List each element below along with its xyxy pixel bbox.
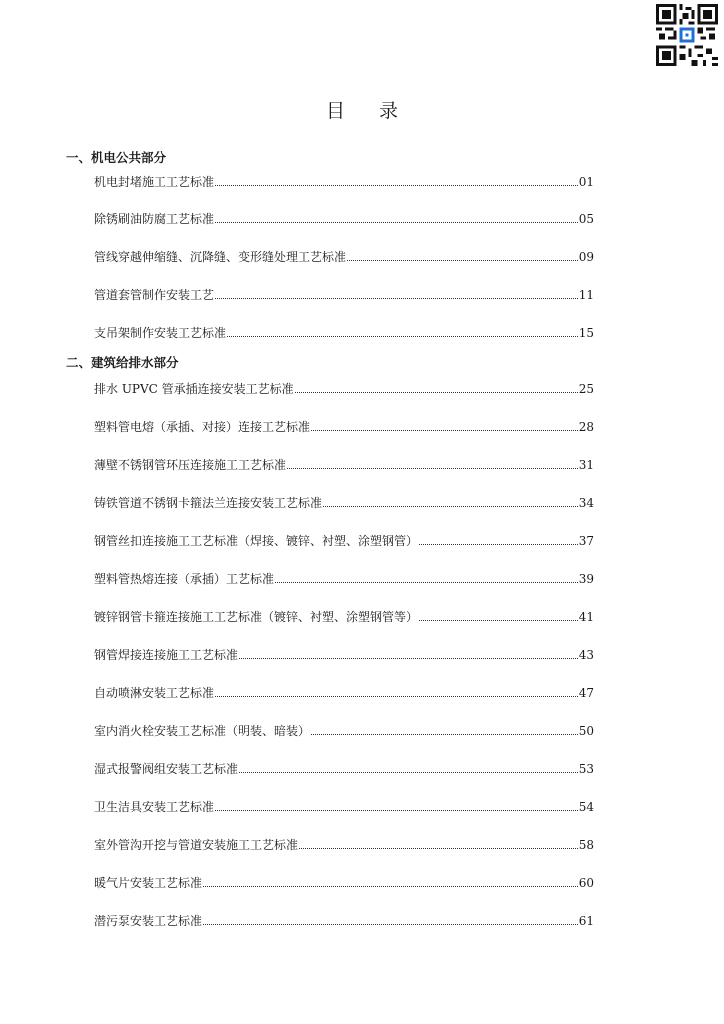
- dot-leader: [203, 886, 578, 887]
- toc-page-number: 61: [578, 914, 594, 928]
- toc-entry[interactable]: [94, 761, 594, 777]
- dot-leader: [203, 924, 578, 925]
- dot-leader: [311, 430, 578, 431]
- toc-entry[interactable]: [94, 647, 594, 663]
- toc-entry-title: 卫生洁具安装工艺标准: [94, 800, 215, 814]
- dot-leader: [323, 506, 578, 507]
- toc-entry[interactable]: [94, 723, 594, 739]
- toc-entry-title: 除锈刷油防腐工艺标准: [94, 212, 215, 226]
- dot-leader: [295, 392, 578, 393]
- dot-leader: [215, 222, 578, 223]
- dot-leader: [311, 734, 578, 735]
- toc-page-number: 54: [578, 800, 594, 814]
- toc-entry[interactable]: [94, 457, 594, 473]
- toc-entry[interactable]: [94, 913, 594, 929]
- toc-entry[interactable]: [94, 609, 594, 625]
- toc-entry[interactable]: [94, 287, 594, 303]
- toc-entry-title: 管线穿越伸缩缝、沉降缝、变形缝处理工艺标准: [94, 250, 347, 264]
- toc-page-number: 01: [578, 175, 594, 189]
- dot-leader: [215, 185, 578, 186]
- qr-code-icon: [656, 4, 718, 66]
- toc-entry[interactable]: [94, 249, 594, 265]
- dot-leader: [275, 582, 578, 583]
- section-heading: 一、机电公共部分: [66, 150, 167, 165]
- toc-page-number: 50: [578, 724, 594, 738]
- toc-entry[interactable]: [94, 325, 594, 341]
- toc-page-number: 39: [578, 572, 594, 586]
- toc-page-number: 43: [578, 648, 594, 662]
- toc-page-number: 05: [578, 212, 594, 226]
- section-heading: 二、建筑给排水部分: [66, 355, 179, 370]
- toc-entry-title: 塑料管热熔连接（承插）工艺标准: [94, 572, 275, 586]
- toc-entry[interactable]: [94, 571, 594, 587]
- dot-leader: [239, 658, 578, 659]
- dot-leader: [419, 544, 578, 545]
- toc-entry-title: 自动喷淋安装工艺标准: [94, 686, 215, 700]
- toc-entry-title: 管道套管制作安装工艺: [94, 288, 215, 302]
- toc-entry[interactable]: [94, 837, 594, 853]
- page-title: 目 录: [325, 100, 413, 122]
- toc-page-number: 25: [578, 382, 594, 396]
- dot-leader: [287, 468, 578, 469]
- toc-entry[interactable]: [94, 174, 594, 190]
- toc-page-number: 37: [578, 534, 594, 548]
- toc-page-number: 09: [578, 250, 594, 264]
- toc-entry[interactable]: [94, 799, 594, 815]
- toc-entry[interactable]: [94, 685, 594, 701]
- toc-entry-title: 潜污泵安装工艺标准: [94, 914, 203, 928]
- toc-page-number: 15: [578, 326, 594, 340]
- dot-leader: [299, 848, 578, 849]
- dot-leader: [227, 336, 578, 337]
- toc-entry-title: 机电封堵施工工艺标准: [94, 175, 215, 189]
- toc-entry[interactable]: [94, 211, 594, 227]
- toc-entry-title: 钢管焊接连接施工工艺标准: [94, 648, 239, 662]
- toc-entry[interactable]: [94, 419, 594, 435]
- dot-leader: [419, 620, 578, 621]
- toc-entry[interactable]: [94, 533, 594, 549]
- dot-leader: [215, 696, 578, 697]
- toc-entry-title: 镀锌钢管卡箍连接施工工艺标准（镀锌、衬塑、涂塑钢管等）: [94, 610, 419, 624]
- toc-entry-title: 湿式报警阀组安装工艺标准: [94, 762, 239, 776]
- dot-leader: [215, 298, 578, 299]
- toc-page-number: 31: [578, 458, 594, 472]
- toc-entry-title: 暖气片安装工艺标准: [94, 876, 203, 890]
- toc-page-number: 53: [578, 762, 594, 776]
- dot-leader: [215, 810, 578, 811]
- toc-page-number: 58: [578, 838, 594, 852]
- toc-page-number: 47: [578, 686, 594, 700]
- toc-entry-title: 塑料管电熔（承插、对接）连接工艺标准: [94, 420, 311, 434]
- toc-page-number: 11: [578, 288, 594, 302]
- toc-entry-title: 钢管丝扣连接施工工艺标准（焊接、镀锌、衬塑、涂塑钢管）: [94, 534, 419, 548]
- toc-entry-title: 室内消火栓安装工艺标准（明装、暗装）: [94, 724, 311, 738]
- toc-entry-title: 排水 UPVC 管承插连接安装工艺标准: [94, 382, 294, 396]
- toc-entry[interactable]: [94, 495, 594, 511]
- dot-leader: [347, 260, 578, 261]
- toc-entry-title: 支吊架制作安装工艺标准: [94, 326, 227, 340]
- toc-page-number: 60: [578, 876, 594, 890]
- toc-page-number: 28: [578, 420, 594, 434]
- toc-entry-title: 薄壁不锈钢管环压连接施工工艺标准: [94, 458, 287, 472]
- toc-entry-title: 铸铁管道不锈钢卡箍法兰连接安装工艺标准: [94, 496, 323, 510]
- dot-leader: [239, 772, 578, 773]
- toc-entry[interactable]: [94, 875, 594, 891]
- toc-page-number: 34: [578, 496, 594, 510]
- toc-entry-title: 室外管沟开挖与管道安装施工工艺标准: [94, 838, 299, 852]
- toc-page-number: 41: [578, 610, 594, 624]
- toc-entry[interactable]: [94, 381, 594, 397]
